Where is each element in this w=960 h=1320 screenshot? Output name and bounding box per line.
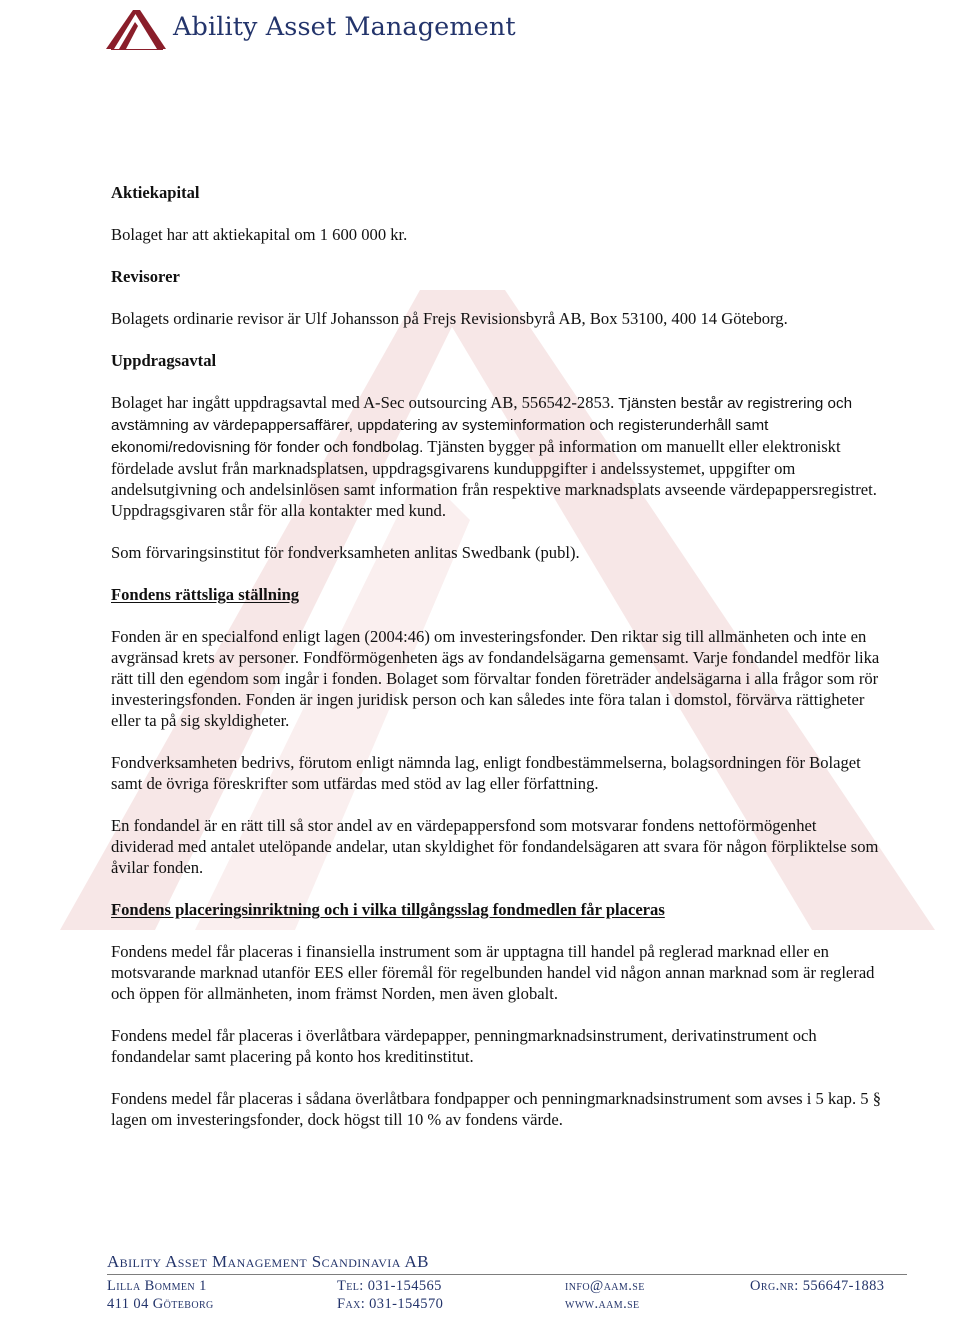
- uppdragsavtal-text-sans: Tjänsten består av registrering och avstämning av värdepappersaffärer, uppdatering av systeminformation och registerunderhåll samt ekonomi/redovisning för fonder och fondbolag.: [111, 395, 853, 456]
- heading-placeringsinriktning: Fondens placeringsinriktning och i vilka tillgångsslag fondmedlen får placeras: [111, 900, 665, 919]
- heading-revisorer: Revisorer: [111, 267, 180, 286]
- footer-city: 411 04 Göteborg: [107, 1296, 214, 1312]
- footer-street: Lilla Bommen 1: [107, 1278, 207, 1294]
- paragraph-forvaringsinstitut: Som förvaringsinstitut för fondverksamheten anlitas Swedbank (publ).: [111, 543, 580, 562]
- heading-rattslig-stallning: Fondens rättsliga ställning: [111, 585, 300, 604]
- document-body: [111, 182, 881, 1130]
- paragraph-uppdragsavtal: [111, 392, 881, 521]
- paragraph-revisorer: Bolagets ordinarie revisor är Ulf Johansson på Frejs Revisionsbyrå AB, Box 53100, 400 14 Göteborg.: [111, 309, 788, 328]
- footer-org-number: Org.nr: 556647-1883: [750, 1278, 885, 1294]
- paragraph-placering-3: Fondens medel får placeras i sådana överlåtbara fondpapper och penningmarknadsinstrument som avses i 5 kap. 5 § lagen om investeringsfonder, dock högst till 10 % av fondens värde.: [111, 1089, 881, 1129]
- heading-uppdragsavtal: Uppdragsavtal: [111, 351, 217, 370]
- paragraph-placering-1: Fondens medel får placeras i finansiella instrument som är upptagna till handel på reglerad marknad eller en motsvarande marknad utanför EES eller föremål för regelbunden handel vid någon annan marknad som är reglerad och öppen för allmänheten, inom främst Norden, men även globalt.: [111, 942, 875, 1003]
- heading-aktiekapital: Aktiekapital: [111, 183, 200, 202]
- paragraph-rattslig-3: En fondandel är en rätt till så stor andel av en värdepappersfond som motsvarar fondens nettoförmögenhet dividerad med antalet utelöpande andelar, utan skyldighet för fondandelsägaren att svara för någon förpliktelse som åvilar fonden.: [111, 816, 879, 877]
- uppdragsavtal-text-1: Bolaget har ingått uppdragsavtal med A-Sec outsourcing AB, 556542-2853.: [111, 393, 615, 412]
- paragraph-aktiekapital: Bolaget har att aktiekapital om 1 600 000 kr.: [111, 225, 408, 244]
- footer-phone: Tel: 031-154565: [337, 1278, 442, 1294]
- footer-divider: [107, 1274, 907, 1275]
- paragraph-rattslig-1: Fonden är en specialfond enligt lagen (2004:46) om investeringsfonder. Den riktar sig till allmänheten och inte en avgränsad krets av personer. Fondförmögenheten ägs av fondandelsägarna gemensamt. Varje fondandel medför lika rätt till den egendom som ingår i fonden. Bolaget som förvaltar fonden företräder andelsägarna i alla frågor som rör investeringsfonden. Fonden är ingen juridisk person och kan således inte föra talan i domstol, förvärva rättigheter eller ta på sig skyldigheter.: [111, 627, 880, 730]
- paragraph-placering-2: Fondens medel får placeras i överlåtbara värdepapper, penningmarknadsinstrument, derivatinstrument och fondandelar samt placering på konto hos kreditinstitut.: [111, 1026, 817, 1066]
- paragraph-rattslig-2: Fondverksamheten bedrivs, förutom enligt nämnda lag, enligt fondbestämmelserna, bolagsordningen för Bolaget samt de övriga föreskrifter som utfärdas med stöd av lag eller författning.: [111, 753, 861, 793]
- ability-a-mark-icon: [105, 6, 167, 50]
- footer-website-link[interactable]: www.aam.se: [565, 1296, 640, 1312]
- brand-name: Ability Asset Management: [173, 12, 516, 42]
- footer-fax: Fax: 031-154570: [337, 1296, 444, 1312]
- footer-email-link[interactable]: info@aam.se: [565, 1278, 645, 1294]
- footer-company: Ability Asset Management Scandinavia AB: [107, 1252, 429, 1271]
- page-footer: [107, 1252, 907, 1316]
- uppdragsavtal-text-2: Tjänsten bygger på information om manuellt eller elektroniskt fördelade avslut från marknadsplatsen, uppdragsgivarens kunduppgifter i andelssystemet, uppgifter om andelsutgivning och andelsinlösen samt information från respektive marknadsplats avseende värdepappersregistret. Uppdragsgivaren står för alla kontakter med kund.: [111, 437, 877, 520]
